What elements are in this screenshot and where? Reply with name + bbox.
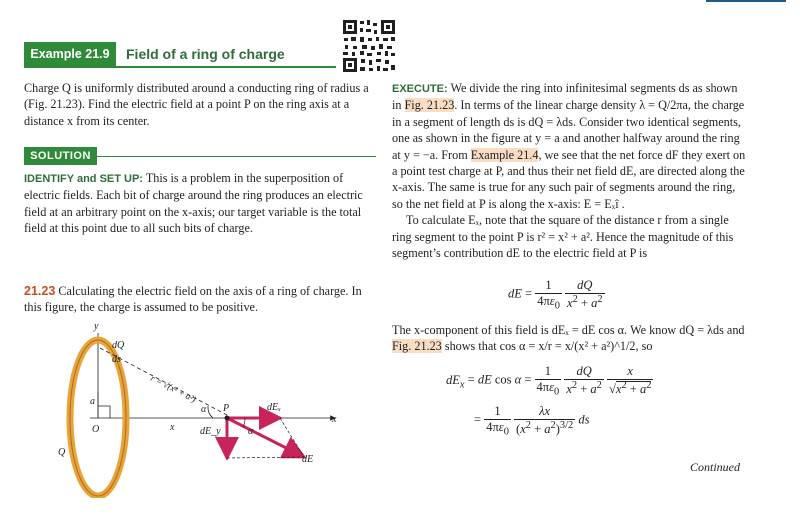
solution-label: SOLUTION xyxy=(24,147,97,165)
continued-label: Continued xyxy=(690,460,740,474)
execute-text-3: , we see that the net force dF they exert on a point test charge at P, and thus their net field dE, are directed along the x-axis. The same is true for any such pair of segments around the ring, so the net field at P is along the x-axis: E = Eₓî . xyxy=(392,147,746,211)
label-r: r = √(x² + a²) xyxy=(149,372,198,405)
equation-dex-2: = $\frac{1}{4\pi\varepsilon_0}$ $\frac{\lambda x}{(x^2 + a^2)^{3/2}}$ ds xyxy=(474,404,590,438)
label-dey: dE_y xyxy=(200,426,221,437)
label-x-dist: x xyxy=(170,422,175,433)
problem-statement xyxy=(24,80,376,129)
example-header xyxy=(24,42,336,68)
figure-number: 21.23 xyxy=(24,284,56,298)
label-y: y xyxy=(94,321,99,332)
label-a: a xyxy=(90,396,95,407)
execute-paragraph-3 xyxy=(392,322,748,355)
equation-de: dE = $\frac{1}{4\pi\varepsilon_0}$ $\frac{dQ}{x^2 + a^2}$ xyxy=(508,278,603,312)
execute-text-5: shows that cos α = x/r = x/(x² + a²)^1/2, so xyxy=(444,339,653,354)
qr-code-icon[interactable] xyxy=(341,18,397,74)
label-o: O xyxy=(92,424,100,435)
figure-caption-text: Calculating the electric field on the axis of a ring of charge. In this figure, the charge is assumed to be positive. xyxy=(24,284,362,315)
label-q: Q xyxy=(58,447,66,458)
label-alpha-2: α xyxy=(248,426,254,437)
execute-text-2: . In terms of the linear charge density λ = Q/2πa, the charge in a segment of length ds is dQ = λds. Consider two identical segments, one as shown in the figure at y = a and another halfway around the ring at y = −a. From xyxy=(392,98,745,162)
execute-section xyxy=(392,80,748,261)
label-p: P xyxy=(223,403,230,414)
execute-text-4: The x-component of this field is dEₓ = dE cos α. We know dQ = λds and xyxy=(392,323,745,337)
label-de: dE xyxy=(302,454,314,465)
problem-text: Charge Q is uniformly distributed around a conducting ring of radius a (Fig. 21.23). Find the electric field at a point P on the ring axis at a distance x from its center. xyxy=(24,81,369,128)
ring-diagram xyxy=(30,318,360,498)
fig-link-2[interactable]: Fig. 21.23 xyxy=(392,339,442,354)
equation-dex: $dE_x$ = dE cos α = $\frac{1}{4\pi\varepsilon_0}$ $\frac{dQ}{x^2 + a^2}$ $\frac{x}{√x^2 + a^2}$ xyxy=(446,364,652,398)
execute-head: EXECUTE: xyxy=(392,83,448,95)
figure-caption xyxy=(24,283,376,316)
label-alpha-1: α xyxy=(201,404,207,415)
label-dex: dEₓ xyxy=(267,402,281,413)
label-ds: ds xyxy=(112,354,121,365)
execute-text-1: We divide the ring into infinitesimal segments ds as shown in xyxy=(392,81,738,113)
execute-paragraph-2: To calculate Eₓ, note that the square of the distance r from a single ring segment to the point P is r² = x² + a². Hence the magnitude of this segment’s contribution dE to the electric field at P is xyxy=(392,213,734,261)
label-dq: dQ xyxy=(112,340,125,351)
dE-arrow xyxy=(227,418,304,457)
example-label: Example 21.9 xyxy=(24,42,116,66)
identify-head: IDENTIFY and SET UP: xyxy=(24,173,143,185)
point-p xyxy=(225,416,230,421)
example-title: Field of a ring of charge xyxy=(126,46,285,62)
identify-text: This is a problem in the superposition of electric fields. Each bit of charge around the ring produces an electric field at an arbitrary point on the x-axis; our target variable is the total field at this point due to all such bits of charge. xyxy=(24,171,363,236)
identify-section xyxy=(24,170,376,237)
fig-link-1[interactable]: Fig. 21.23 xyxy=(404,98,455,113)
label-x-axis: x xyxy=(332,414,337,425)
top-rule xyxy=(706,0,786,2)
solution-rule xyxy=(97,156,376,157)
example-link[interactable]: Example 21.4 xyxy=(470,147,539,162)
